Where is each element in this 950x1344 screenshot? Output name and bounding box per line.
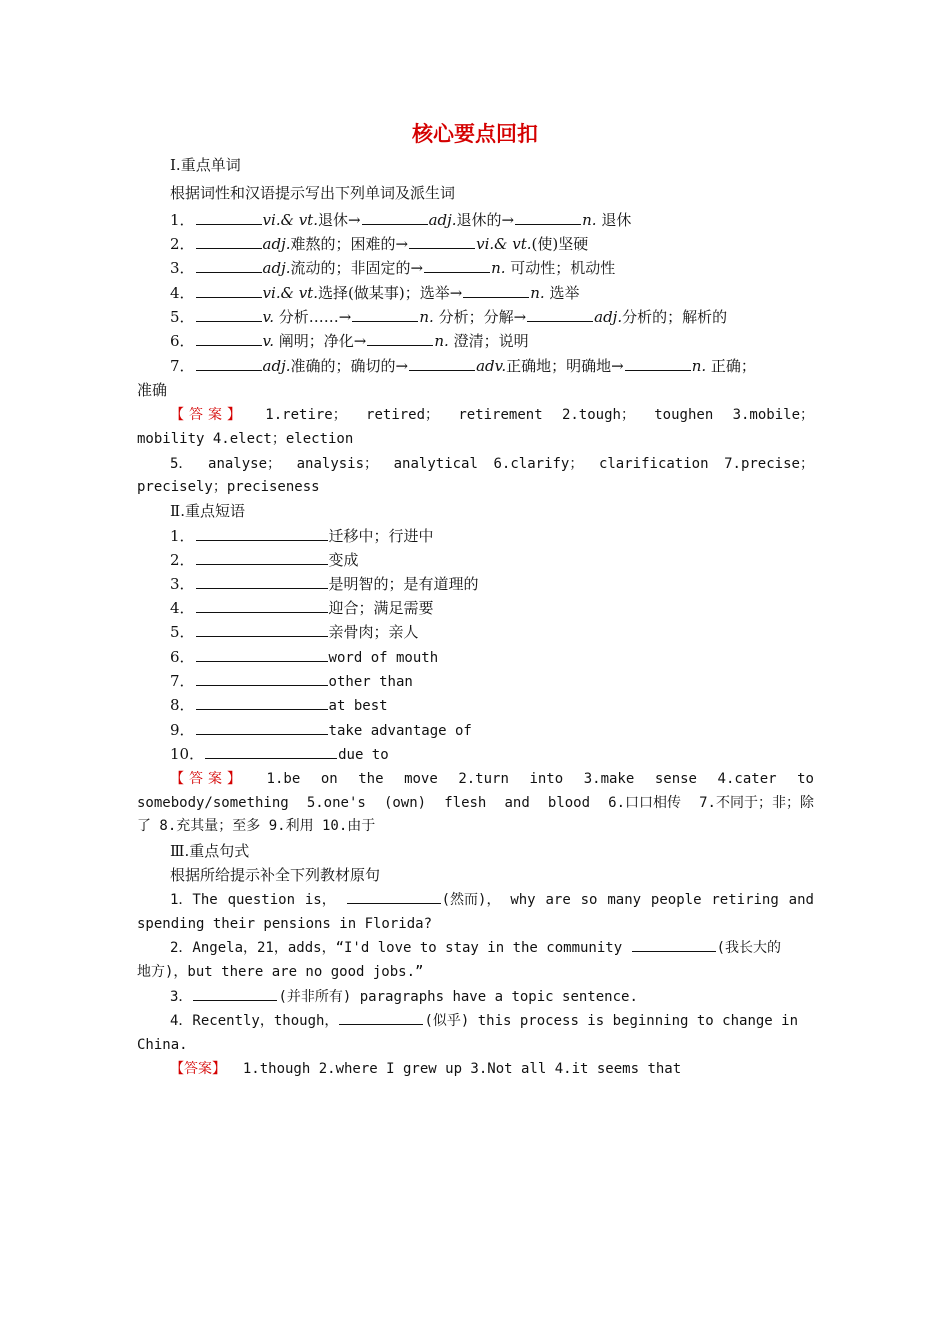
page-title: 核心要点回扣 bbox=[412, 122, 538, 146]
section2-heading: Ⅱ.重点短语 bbox=[170, 502, 245, 520]
section2-answer-line2: somebody/something 5.one's (own) flesh and blood 6.口口相传 7.不同于；非；除 bbox=[137, 795, 814, 811]
sentence-1-line1: 1．The question is， (然而)， why are so many people retiring and bbox=[170, 888, 814, 912]
sentence-2-line1: 2．Angela，21，adds，“I'd love to stay in the community (我长大的 bbox=[170, 937, 781, 959]
phrase-item-9: 9． take advantage of bbox=[170, 721, 472, 739]
sentence-3: 3． (并非所有) paragraphs have a topic sentence. bbox=[170, 986, 638, 1008]
phrase-item-2: 2． 变成 bbox=[170, 551, 359, 569]
phrase-item-4: 4． 迎合；满足需要 bbox=[170, 599, 434, 617]
sentence-1-line2: spending their pensions in Florida? bbox=[137, 916, 433, 932]
phrase-item-8: 8． at best bbox=[170, 696, 388, 714]
section2-answer-line1: 【答案】 1.be on the move 2.turn into 3.make sense 4.cater to bbox=[170, 767, 814, 791]
phrase-item-5: 5． 亲骨肉；亲人 bbox=[170, 623, 419, 641]
section1-answer-line4: precisely；preciseness bbox=[137, 479, 320, 495]
answer-label: 【答案】 bbox=[170, 771, 246, 787]
word-item-3: 3． adj.流动的；非固定的→ n. 可动性；机动性 bbox=[170, 259, 616, 277]
word-item-7-wrap: 准确 bbox=[137, 381, 168, 399]
word-item-7: 7． adj.准确的；确切的→ adv.正确地；明确地→ n. 正确； bbox=[170, 357, 756, 375]
phrase-item-3: 3． 是明智的；是有道理的 bbox=[170, 575, 479, 593]
section3-answer: 【答案】 1.though 2.where I grew up 3.Not all 4.it seems that bbox=[170, 1061, 682, 1077]
section3-heading: Ⅲ.重点句式 bbox=[170, 842, 250, 860]
answer-label: 【答案】 bbox=[170, 407, 246, 423]
phrase-item-7: 7． other than bbox=[170, 672, 413, 690]
section2-answer-line3: 了 8.充其量；至多 9.利用 10.由于 bbox=[137, 818, 376, 834]
word-item-5: 5． v. 分析……→ n. 分析；分解→ adj.分析的；解析的 bbox=[170, 308, 728, 326]
section1-answer-line2: mobility 4.elect；election bbox=[137, 431, 354, 447]
phrase-item-1: 1． 迁移中；行进中 bbox=[170, 527, 434, 545]
phrase-item-10: 10． due to bbox=[170, 745, 389, 763]
section3-instruction: 根据所给提示补全下列教材原句 bbox=[170, 866, 381, 884]
section1-answer-line3: 5． analyse； analysis； analytical 6.clarify； clarification 7.precise； bbox=[170, 456, 814, 472]
section1-heading: Ⅰ.重点单词 bbox=[170, 156, 241, 174]
section1-answer-line1: 【答案】 1.retire； retired； retirement 2.tough； toughen 3.mobile； bbox=[170, 403, 814, 427]
section1-instruction: 根据词性和汉语提示写出下列单词及派生词 bbox=[170, 184, 456, 202]
word-item-4: 4． vi.& vt.选择(做某事)；选举→ n. 选举 bbox=[170, 284, 580, 302]
word-item-2: 2． adj.难熬的；困难的→ vi.& vt.(使)坚硬 bbox=[170, 235, 589, 253]
sentence-2-line2: 地方)，but there are no good jobs.” bbox=[137, 964, 424, 980]
sentence-4-line2: China. bbox=[137, 1037, 188, 1053]
word-item-6: 6． v. 阐明；净化→ n. 澄清；说明 bbox=[170, 332, 529, 350]
phrase-item-6: 6． word of mouth bbox=[170, 648, 439, 666]
word-item-1: 1． vi.& vt.退休→ adj.退休的→ n. 退休 bbox=[170, 211, 632, 229]
answer-label: 【答案】 bbox=[170, 1061, 226, 1077]
sentence-4-line1: 4．Recently，though， (似乎) this process is beginning to change in bbox=[170, 1010, 798, 1032]
